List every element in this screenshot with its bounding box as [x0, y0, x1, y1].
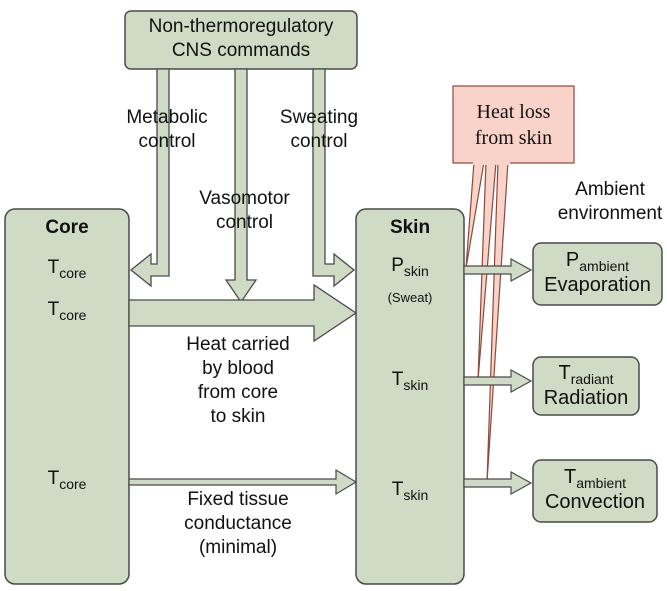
skin-temp-1-symbol: T: [391, 369, 404, 390]
blood-line4: to skin: [210, 406, 266, 427]
heat-loss-label: [453, 99, 574, 151]
evaporation-symbol-row: [533, 248, 662, 273]
skin-pressure-symbol: P: [391, 255, 404, 276]
heat-loss-callout-seam: [473, 160, 510, 165]
core-temp-1: [5, 256, 129, 280]
radiation-sub: radiant: [570, 371, 614, 387]
skin-temp-2: [356, 478, 464, 502]
skin-pressure: [356, 254, 464, 278]
core-title: Core: [45, 217, 89, 238]
core-temp-3-sub: core: [59, 476, 87, 492]
skin-pressure-sub: skin: [403, 263, 429, 279]
vasomotor-line2: control: [215, 212, 274, 233]
skin-temp-1-sub: skin: [403, 377, 429, 393]
evaporation-symbol: P: [565, 249, 580, 271]
conductance-label: [158, 488, 318, 560]
cns-label: [125, 15, 357, 63]
blood-line2: by blood: [202, 358, 274, 379]
radiation-label: [533, 361, 639, 410]
radiation-arrow: [464, 370, 531, 392]
vasomotor-line1: Vasomotor: [199, 188, 290, 209]
core-temp-2-sub: core: [59, 307, 87, 323]
skin-sweat: (Sweat): [387, 290, 433, 305]
ambient-line2: environment: [557, 203, 663, 224]
vasomotor-control-label: [177, 187, 312, 235]
convection-symbol: T: [563, 466, 577, 488]
metabolic-line1: Metabolic: [126, 107, 208, 128]
sweating-control-label: [254, 106, 384, 154]
metabolic-control-arrow: [131, 69, 169, 286]
core-temp-2: [5, 298, 129, 322]
convection-sub: ambient: [576, 475, 627, 491]
metabolic-control-label: [102, 106, 232, 154]
metabolic-line2: control: [138, 131, 196, 152]
convection-arrow: [464, 472, 531, 494]
ambient-line1: Ambient: [575, 179, 645, 200]
evaporation-label: [533, 248, 662, 297]
heat-loss-line2: from skin: [474, 127, 553, 149]
skin-temp-2-sub: skin: [403, 487, 429, 503]
ambient-environment-label: [545, 178, 667, 226]
evaporation-text: Evaporation: [544, 274, 651, 296]
cns-label-line1: Non-thermoregulatory: [148, 16, 334, 37]
conductance-line2: conductance: [184, 513, 292, 534]
skin-temp-2-symbol: T: [391, 479, 404, 500]
heat-loss-line1: Heat loss: [476, 101, 551, 123]
core-temp-1-sub: core: [59, 265, 87, 281]
core-temp-2-symbol: T: [47, 299, 60, 320]
core-temp-1-symbol: T: [47, 257, 60, 278]
blood-heat-label: [158, 333, 318, 429]
radiation-text: Radiation: [543, 387, 629, 409]
heat-loss-pointer-evaporation: [466, 162, 484, 268]
convection-label: [533, 465, 657, 514]
vasomotor-control-arrow: [226, 69, 256, 302]
convection-text: Convection: [544, 491, 646, 513]
conductance-line3: (minimal): [198, 537, 278, 558]
sweating-line1: Sweating: [279, 107, 359, 128]
convection-symbol-row: [533, 465, 657, 490]
cns-label-line2: CNS commands: [171, 40, 311, 61]
core-temp-3: [5, 467, 129, 491]
radiation-symbol-row: [533, 361, 639, 386]
evaporation-sub: ambient: [579, 258, 630, 274]
sweating-line2: control: [290, 131, 348, 152]
blood-line3: from core: [197, 382, 279, 403]
radiation-symbol: T: [558, 362, 571, 384]
conductance-line1: Fixed tissue: [187, 489, 289, 510]
blood-line1: Heat carried: [186, 334, 290, 355]
skin-title: Skin: [389, 217, 431, 238]
sweating-control-arrow: [313, 69, 354, 286]
skin-temp-1: [356, 368, 464, 392]
core-temp-3-symbol: T: [47, 468, 60, 489]
